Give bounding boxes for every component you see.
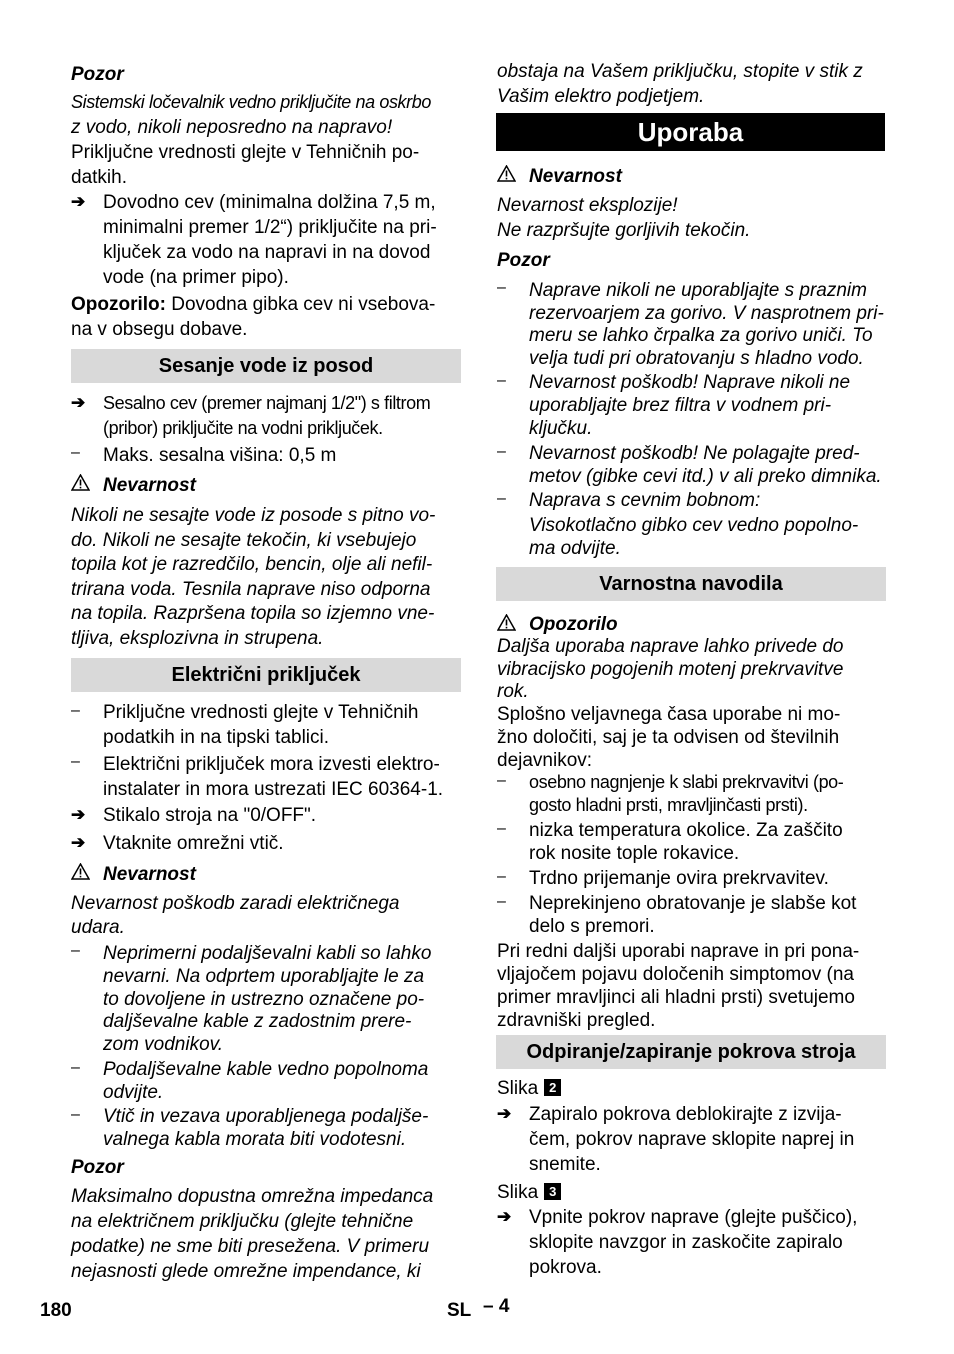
arrow-right-icon: ➔ [71,805,86,824]
warning-triangle-icon [71,474,90,491]
list-item: valnega kabla morata biti vodotesni. [103,1129,407,1150]
list-item: podatkih in na tipski tablici. [103,727,330,748]
list-item: Naprave nikoli ne uporabljajte s praznim [529,280,867,301]
list-item: metov (gibke cevi itd.) v ali preko dimnika. [529,466,882,487]
dash-bullet: – [497,893,506,910]
list-item: rok nosite tople rokavice. [529,843,740,864]
dash-bullet: – [497,820,506,837]
chapter-heading-uporaba: Uporaba [496,113,885,151]
list-item: Električni priključek mora izvesti elektro- [103,754,440,775]
pozor-text-line: Maksimalno dopustna omrežna impedanca [71,1186,434,1207]
step-line: ključek za vodo na napravi in na dovod [103,242,431,263]
list-item: osebno nagnjenje k slabi prekrvavitvi (po- [529,772,844,792]
step-line: Vtaknite omrežni vtič. [103,833,284,854]
pozor-heading: Pozor [71,1157,124,1178]
dash-bullet: – [71,444,80,461]
pozor-text-line: podatke) ne sme biti presežena. V primeru [71,1236,430,1257]
list-item: Podaljševalne kable vedno popolnoma [103,1059,429,1080]
list-item: nevarni. Na odprtem uporabljajte le za [103,966,425,987]
pozor-text-line: nejasnosti glede omrežne impendance, ki [71,1261,421,1282]
warning-triangle-icon [71,863,90,880]
dash-bullet: – [497,372,506,389]
dash-bullet: – [497,490,506,507]
list-item: Neprekinjeno obratovanje je slabše kot [529,893,857,914]
paragraph-line: primer mravljinci ali hladni prsti) svetujemo [497,987,855,1008]
paragraph-line: Pri redni daljši uporabi naprave in pri pona- [497,941,860,962]
figure-label: Slika [497,1078,539,1099]
section-heading-elektricni: Električni priključek [71,658,461,692]
step-line: pokrova. [529,1257,602,1278]
warning-text-line: trirana voda. Tesnila naprave niso odporna [71,579,431,600]
warning-text-line: tljiva, eksplozivna in strupena. [71,628,324,649]
warning-triangle-icon [497,165,516,182]
paragraph-line: Priključne vrednosti glejte v Tehničnih po- [71,142,420,163]
list-item: to dovoljene in ustrezno označene po- [103,989,425,1010]
warning-text-line: topila kot je razredčilo, bencin, olje ali nefil- [71,554,433,575]
step-line: Dovodno cev (minimalna dolžina 7,5 m, [103,192,436,213]
list-item: delo s premori. [529,916,655,937]
language-code: SL [447,1300,472,1321]
continued-text-line: obstaja na Vašem priključku, stopite v stik z [497,61,863,82]
section-page-number: – 4 [483,1296,510,1317]
nevarnost-heading: Nevarnost [103,864,196,885]
step-line: Sesalno cev (premer najmanj 1/2") s filtrom [103,393,431,413]
list-item: Naprava s cevnim bobnom: [529,490,761,511]
figure-reference [497,1076,561,1101]
list-item: ma odvijte. [529,538,621,559]
arrow-right-icon: ➔ [71,192,86,211]
list-item: Priključne vrednosti glejte v Tehničnih [103,702,419,723]
nevarnost-heading: Nevarnost [529,166,622,187]
warning-text-line: Nevarnost poškodb zaradi električnega [71,893,400,914]
pozor-heading: Pozor [497,250,550,271]
figure-number-badge: 2 [544,1079,561,1096]
list-item: Visokotlačno gibko cev vedno popolno- [529,515,859,536]
arrow-right-icon: ➔ [71,833,86,852]
nevarnost-heading: Nevarnost [103,475,196,496]
warning-triangle-icon [497,614,516,631]
warning-text-line: Nikoli ne sesajte vode iz posode s pitno vo- [71,505,436,526]
step-line: vode (na primer pipo). [103,267,289,288]
note-text: Dovodna gibka cev ni vsebova- [165,294,436,315]
warning-text-line: vibracijsko pogojenih motenj prekrvavitve [497,659,844,680]
pozor-text-line: Sistemski ločevalnik vedno priključite na oskrbo [71,92,431,112]
section-heading-pokrov: Odpiranje/zapiranje pokrova stroja [496,1035,886,1069]
warning-text-line: rok. [497,681,529,702]
arrow-right-icon: ➔ [497,1104,512,1123]
list-item: velja tudi pri obratovanju s hladno vodo. [529,348,864,369]
list-item: ključku. [529,418,593,439]
step-line: Stikalo stroja na "0/OFF". [103,805,317,826]
dash-bullet: – [497,772,506,789]
page-number: 180 [40,1300,72,1321]
dash-bullet: – [71,1059,80,1076]
step-line: (pribor) priključite na vodni priključek. [103,418,383,438]
warning-text-line: Daljša uporaba naprave lahko privede do [497,636,844,657]
dash-bullet: – [71,753,80,770]
dash-bullet: – [71,702,80,719]
dash-bullet: – [71,942,80,959]
warning-text-line: Nevarnost eksplozije! [497,195,678,216]
list-item: uporabljajte brez filtra v vodnem pri- [529,395,832,416]
figure-reference [497,1180,561,1205]
section-heading-varnostna: Varnostna navodila [496,567,886,601]
list-item: Nevarnost poškodb! Ne polagajte pred- [529,443,860,464]
step-line: Zapiralo pokrova deblokirajte z izvija- [529,1104,842,1125]
pozor-heading: Pozor [71,64,124,85]
list-item: Maks. sesalna višina: 0,5 m [103,445,337,466]
dash-bullet: – [497,868,506,885]
arrow-right-icon: ➔ [71,393,86,412]
warning-text-line: Ne razpršujte gorljivih tekočin. [497,220,751,241]
list-item: odvijte. [103,1082,164,1103]
list-item: gosto hladni prsti, mravljinčasti prsti). [529,795,808,815]
paragraph-line: vljajočem pojavu določenih simptomov (na [497,964,854,985]
warning-text-line: udara. [71,917,125,938]
arrow-right-icon: ➔ [497,1207,512,1226]
paragraph-line: dejavnikov: [497,750,593,771]
paragraph-line: zdravniški pregled. [497,1010,656,1031]
step-line: snemite. [529,1154,601,1175]
list-item: Neprimerni podaljševalni kabli so lahko [103,943,432,964]
list-item: rezervoarjem za gorivo. V nasprotnem pri- [529,303,884,324]
paragraph-line: Splošno veljavnega časa uporabe ni mo- [497,704,841,725]
paragraph-line: žno določiti, saj je ta odvisen od številnih [497,727,840,748]
list-item: nizka temperatura okolice. Za zaščito [529,820,843,841]
warning-text-line: do. Nikoli ne sesajte tekočin, ki vsebujejo [71,530,417,551]
dash-bullet: – [497,443,506,460]
step-line: sklopite navzgor in zaskočite zapiralo [529,1232,843,1253]
figure-number-badge: 3 [544,1183,561,1200]
list-item: zom vodnikov. [103,1034,224,1055]
note-line: na v obsegu dobave. [71,319,248,340]
pozor-text-line: na električnem priključku (glejte tehnične [71,1211,414,1232]
dash-bullet: – [497,279,506,296]
note-label: Opozorilo: [71,294,166,315]
list-item: Nevarnost poškodb! Naprave nikoli ne [529,372,851,393]
list-item: Vtič in vezava uporabljenega podaljše- [103,1106,429,1127]
list-item: meru se lahko črpalka za gorivo uniči. To [529,325,873,346]
list-item: daljševalne kable z zadostnim prere- [103,1011,412,1032]
step-line: Vpnite pokrov naprave (glejte puščico), [529,1207,858,1228]
list-item: Trdno prijemanje ovira prekrvavitev. [529,868,829,889]
dash-bullet: – [71,1106,80,1123]
step-line: čem, pokrov naprave sklopite naprej in [529,1129,855,1150]
list-item: instalater in mora ustrezati IEC 60364-1. [103,779,444,800]
pozor-text-line: z vodo, nikoli neposredno na napravo! [71,117,393,138]
step-line: minimalni premer 1/2“) priključite na pri- [103,217,437,238]
note-line [71,292,435,317]
paragraph-line: datkih. [71,167,127,188]
section-heading-sesanje: Sesanje vode iz posod [71,349,461,383]
opozorilo-heading: Opozorilo [529,614,618,635]
warning-text-line: na topila. Razpršena topila so izjemno vne- [71,603,435,624]
continued-text-line: Vašim elektro podjetjem. [497,86,705,107]
figure-label: Slika [497,1182,539,1203]
